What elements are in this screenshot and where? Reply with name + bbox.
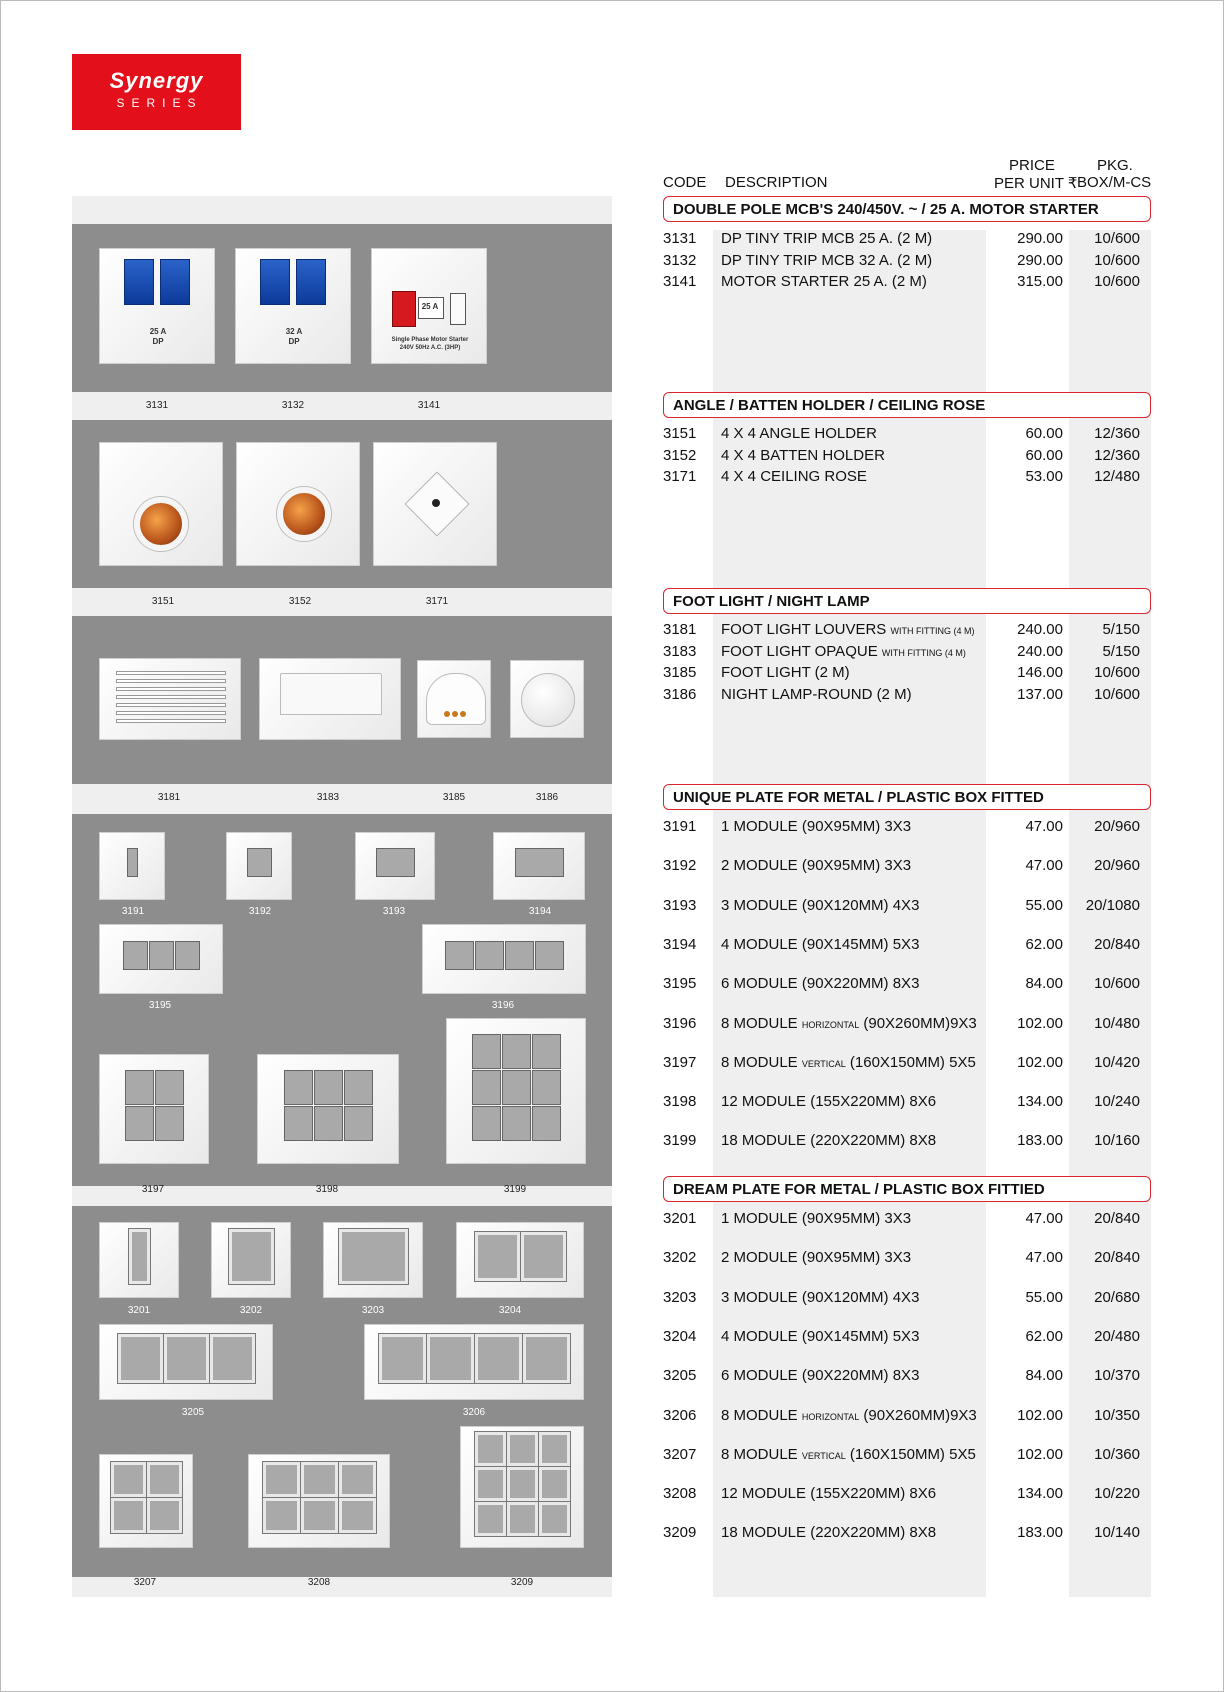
item-description [721,686,912,703]
item-pkg: 10/600 [1094,230,1140,247]
item-price: 183.00 [1017,1132,1063,1150]
item-desc-main: DP TINY TRIP MCB 25 A. (2 M) [721,230,933,247]
item-desc-main: 4 X 4 BATTEN HOLDER [721,446,885,464]
item-pkg: 10/140 [1094,1524,1140,1542]
item-price: 47.00 [1025,1210,1063,1227]
table-row [663,1407,1151,1427]
item-description [721,1210,911,1227]
item-description [721,936,919,953]
dream-plate-8m-horizontal [364,1324,584,1400]
image-label: 3203 [361,1305,385,1316]
foot-light-opaque-image [259,658,401,740]
unique-plate-6m [99,924,223,994]
image-label: 3192 [248,906,272,917]
item-code: 3203 [663,1288,697,1306]
item-description [721,1249,911,1266]
item-price: 134.00 [1017,1093,1063,1111]
item-price: 240.00 [1017,621,1063,638]
dream-plate-3m [323,1222,423,1298]
brand-series: SERIES [116,96,203,110]
dream-plate-1m [99,1222,179,1298]
item-price: 62.00 [1025,935,1063,953]
item-code: 3151 [663,425,697,442]
item-price: 62.00 [1025,1327,1063,1345]
image-label: 3194 [528,906,552,917]
foot-light-louvers-image [99,658,241,740]
item-code: 3198 [663,1093,697,1111]
item-description [721,664,850,681]
item-pkg: 5/150 [1102,642,1140,660]
item-desc-main: 12 MODULE (155X220MM) 8X6 [721,1485,937,1503]
night-lamp-round-image [510,660,584,738]
item-code: 3186 [663,685,697,703]
item-description [721,1054,976,1071]
section-title: FOOT LIGHT / NIGHT LAMP [673,593,870,610]
item-pkg: 10/600 [1094,251,1140,269]
table-row [663,1132,1151,1152]
item-code: 3197 [663,1053,697,1071]
item-price: 55.00 [1025,1288,1063,1306]
item-pkg: 12/360 [1094,446,1140,464]
image-label: 3193 [382,906,406,917]
table-row [663,818,1151,838]
item-description [721,1132,936,1149]
table-row [663,1367,1151,1387]
item-price: 102.00 [1017,1053,1063,1071]
table-row [663,1015,1151,1035]
mcb-32a-image [235,248,351,364]
item-desc-tail: (90X260MM)9X3 [863,1014,977,1032]
item-desc-small: HORIZONTAL [801,1411,860,1422]
item-price: 134.00 [1017,1485,1063,1503]
item-desc-main: 12 MODULE (155X220MM) 8X6 [721,1093,937,1111]
item-desc-small: WITH FITTING (4 M) [890,626,975,636]
item-price: 47.00 [1025,818,1063,835]
item-code: 3206 [663,1406,697,1424]
table-row [663,1210,1151,1230]
item-code: 3205 [663,1367,697,1385]
image-label: 3204 [498,1305,522,1316]
item-desc-main: 4 X 4 CEILING ROSE [721,468,867,485]
starter-amp-label: 25 A [421,302,439,311]
table-row [663,664,1151,684]
image-label: 3151 [151,596,175,607]
section-header [663,392,1151,418]
unique-plate-12m [257,1054,399,1164]
image-label: 3205 [181,1407,205,1418]
item-description [721,1328,919,1345]
mcb-25a-image [99,248,215,364]
table-row [663,1524,1151,1544]
item-description [721,643,966,660]
mcb-32a-dp: DP [288,337,300,346]
item-code: 3201 [663,1210,697,1227]
item-desc-small: VERTICAL [801,1450,846,1461]
image-label: 3197 [141,1184,165,1195]
item-pkg: 10/600 [1094,273,1140,290]
item-desc-tail: (160X150MM) 5X5 [849,1053,976,1071]
starter-line1: Single Phase Motor Starter [391,337,469,343]
item-pkg: 10/370 [1094,1367,1140,1385]
image-label: 3131 [145,400,169,411]
item-code: 3141 [663,273,697,290]
dream-plate-2m [211,1222,291,1298]
section-header [663,784,1151,810]
item-description [721,818,911,835]
item-desc-small: WITH FITTING (4 M) [881,647,966,658]
image-label: 3141 [417,400,441,411]
image-label: 3209 [510,1577,534,1588]
item-description [721,1367,919,1384]
header-description: DESCRIPTION [725,174,828,191]
item-code: 3183 [663,642,697,660]
item-desc-main: 6 MODULE (90X220MM) 8X3 [721,975,920,993]
section-header [663,1176,1151,1202]
table-row [663,1093,1151,1113]
item-price: 47.00 [1025,1249,1063,1267]
table-row [663,1485,1151,1505]
item-pkg: 20/1080 [1085,896,1140,914]
item-description [721,230,932,247]
unique-plate-8m-horizontal [422,924,586,994]
item-description [721,252,932,269]
item-desc-main: 6 MODULE (90X220MM) 8X3 [721,1367,920,1385]
motor-starter-image [371,248,487,364]
item-price: 102.00 [1017,1406,1063,1424]
item-desc-main: 1 MODULE (90X95MM) 3X3 [721,1210,912,1227]
item-price: 290.00 [1017,230,1063,247]
item-code: 3193 [663,896,697,914]
item-pkg: 10/600 [1094,664,1140,681]
image-label: 3196 [491,1000,515,1011]
item-pkg: 10/350 [1094,1406,1140,1424]
item-code: 3131 [663,230,697,247]
item-code: 3171 [663,468,697,485]
item-desc-main: 2 MODULE (90X95MM) 3X3 [721,1249,912,1267]
item-price: 290.00 [1017,251,1063,269]
foot-light-2m-image [417,660,491,738]
item-desc-main: FOOT LIGHT (2 M) [721,664,850,681]
table-row [663,425,1151,445]
dream-plate-18m [460,1426,584,1548]
item-description [721,447,885,464]
section-title: DREAM PLATE FOR METAL / PLASTIC BOX FITTIED [673,1181,1045,1198]
table-row [663,936,1151,956]
item-description [721,1289,919,1306]
item-code: 3196 [663,1014,697,1032]
item-pkg: 10/160 [1094,1132,1140,1150]
image-label: 3183 [316,792,340,803]
item-pkg: 10/420 [1094,1053,1140,1071]
brand-name: Synergy [109,68,204,93]
image-label: 3202 [239,1305,263,1316]
mcb-32a-rating: 32 A [285,327,303,336]
header-price-line2: PER UNIT ₹ [994,175,1078,192]
item-desc-main: 8 MODULE [721,1014,798,1032]
item-pkg: 20/960 [1094,857,1140,875]
batten-holder-image [236,442,360,566]
item-description [721,857,911,874]
item-description [721,468,867,485]
table-row [663,686,1151,706]
image-label: 3199 [503,1184,527,1195]
item-code: 3202 [663,1249,697,1267]
table-row [663,468,1151,488]
header-code: CODE [663,174,707,191]
item-price: 55.00 [1025,896,1063,914]
unique-plate-1m [99,832,165,900]
item-pkg: 10/220 [1094,1485,1140,1503]
item-description [721,273,927,290]
item-price: 146.00 [1017,664,1063,681]
table-row [663,230,1151,250]
item-description [721,975,919,992]
item-description [721,1485,936,1502]
image-label: 3186 [535,792,559,803]
section-title: UNIQUE PLATE FOR METAL / PLASTIC BOX FITTED [673,789,1044,806]
section-title: ANGLE / BATTEN HOLDER / CEILING ROSE [673,397,986,414]
item-pkg: 10/240 [1094,1093,1140,1111]
item-desc-main: 8 MODULE [721,1053,798,1071]
item-desc-main: 18 MODULE (220X220MM) 8X8 [721,1132,937,1150]
table-row [663,621,1151,641]
item-code: 3208 [663,1485,697,1503]
unique-plate-3m [355,832,435,900]
header-pkg-line2: BOX/M-CS [1077,174,1152,191]
image-label: 3132 [281,400,305,411]
table-row [663,447,1151,467]
item-description [721,1015,977,1032]
item-description [721,1407,977,1424]
item-price: 53.00 [1025,468,1063,485]
image-label: 3207 [133,1577,157,1588]
item-pkg: 12/480 [1094,468,1140,485]
item-pkg: 20/840 [1094,1210,1140,1227]
image-label: 3198 [315,1184,339,1195]
image-label: 3181 [157,792,181,803]
image-label: 3191 [121,906,145,917]
image-label: 3171 [425,596,449,607]
item-code: 3185 [663,664,697,681]
image-label: 3206 [462,1407,486,1418]
item-pkg: 5/150 [1102,621,1140,638]
item-desc-main: NIGHT LAMP-ROUND (2 M) [721,685,912,703]
image-label: 3152 [288,596,312,607]
item-description [721,621,974,638]
item-desc-main: 4 X 4 ANGLE HOLDER [721,425,877,442]
item-price: 84.00 [1025,975,1063,993]
image-label: 3208 [307,1577,331,1588]
item-code: 3204 [663,1327,697,1345]
item-price: 47.00 [1025,857,1063,875]
item-desc-main: 2 MODULE (90X95MM) 3X3 [721,857,912,875]
item-description [721,897,919,914]
item-desc-tail: (160X150MM) 5X5 [849,1445,976,1463]
item-pkg: 10/600 [1094,685,1140,703]
section-header [663,196,1151,222]
item-code: 3199 [663,1132,697,1150]
item-desc-main: 8 MODULE [721,1445,798,1463]
item-pkg: 10/600 [1094,975,1140,993]
item-price: 137.00 [1017,685,1063,703]
item-price: 183.00 [1017,1524,1063,1542]
item-desc-main: 4 MODULE (90X145MM) 5X3 [721,935,920,953]
table-row [663,897,1151,917]
item-desc-main: FOOT LIGHT OPAQUE [721,642,878,660]
item-desc-main: MOTOR STARTER 25 A. (2 M) [721,273,927,290]
table-row [663,1289,1151,1309]
item-price: 315.00 [1017,273,1063,290]
header-pkg-line1: PKG. [1097,157,1133,174]
item-description [721,1524,936,1541]
dream-plate-8m-vertical [99,1454,193,1548]
section-header [663,588,1151,614]
item-desc-main: 1 MODULE (90X95MM) 3X3 [721,818,912,835]
table-row [663,1249,1151,1269]
item-pkg: 10/360 [1094,1445,1140,1463]
table-row [663,975,1151,995]
item-code: 3152 [663,446,697,464]
product-image-column [72,196,612,1597]
item-code: 3194 [663,935,697,953]
item-price: 60.00 [1025,425,1063,442]
item-pkg: 20/840 [1094,1249,1140,1267]
item-pkg: 10/480 [1094,1014,1140,1032]
item-code: 3195 [663,975,697,993]
item-desc-small: HORIZONTAL [801,1019,860,1030]
unique-plate-4m [493,832,585,900]
table-row [663,252,1151,272]
table-row [663,643,1151,663]
ceiling-rose-image [373,442,497,566]
item-description [721,1093,936,1110]
dream-plate-12m [248,1454,390,1548]
unique-plate-18m [446,1018,586,1164]
table-row [663,273,1151,293]
item-code: 3209 [663,1524,697,1542]
unique-plate-2m [226,832,292,900]
image-label: 3201 [127,1305,151,1316]
item-price: 102.00 [1017,1014,1063,1032]
mcb-25a-rating: 25 A [149,327,167,336]
section-title: DOUBLE POLE MCB'S 240/450V. ~ / 25 A. MOTOR STARTER [673,201,1099,218]
angle-holder-image [99,442,223,566]
table-row [663,1054,1151,1074]
item-desc-main: 18 MODULE (220X220MM) 8X8 [721,1524,937,1542]
item-pkg: 20/840 [1094,935,1140,953]
item-desc-tail: (90X260MM)9X3 [863,1406,977,1424]
item-code: 3181 [663,621,697,638]
item-desc-main: 3 MODULE (90X120MM) 4X3 [721,1288,920,1306]
item-pkg: 20/680 [1094,1288,1140,1306]
item-code: 3132 [663,251,697,269]
image-label: 3195 [148,1000,172,1011]
item-desc-main: 3 MODULE (90X120MM) 4X3 [721,896,920,914]
item-code: 3207 [663,1445,697,1463]
dream-plate-6m [99,1324,273,1400]
unique-plate-8m-vertical [99,1054,209,1164]
item-desc-main: 4 MODULE (90X145MM) 5X3 [721,1327,920,1345]
item-code: 3191 [663,818,697,835]
item-price: 84.00 [1025,1367,1063,1385]
item-pkg: 12/360 [1094,425,1140,442]
item-description [721,1446,976,1463]
item-desc-main: 8 MODULE [721,1406,798,1424]
item-price: 102.00 [1017,1445,1063,1463]
table-row [663,1328,1151,1348]
item-desc-main: FOOT LIGHT LOUVERS [721,621,887,638]
synergy-series-logo [72,54,241,130]
table-row [663,1446,1151,1466]
header-price-line1: PRICE [1009,157,1055,174]
mcb-25a-dp: DP [152,337,164,346]
item-code: 3192 [663,857,697,875]
item-description [721,425,877,442]
table-row [663,857,1151,877]
item-pkg: 20/480 [1094,1327,1140,1345]
item-desc-main: DP TINY TRIP MCB 32 A. (2 M) [721,251,933,269]
item-price: 240.00 [1017,642,1063,660]
item-pkg: 20/960 [1094,818,1140,835]
item-desc-small: VERTICAL [801,1058,846,1069]
dream-plate-4m [456,1222,584,1298]
starter-line2: 240V 50Hz A.C. (3HP) [399,345,461,351]
item-price: 60.00 [1025,446,1063,464]
image-label: 3185 [442,792,466,803]
